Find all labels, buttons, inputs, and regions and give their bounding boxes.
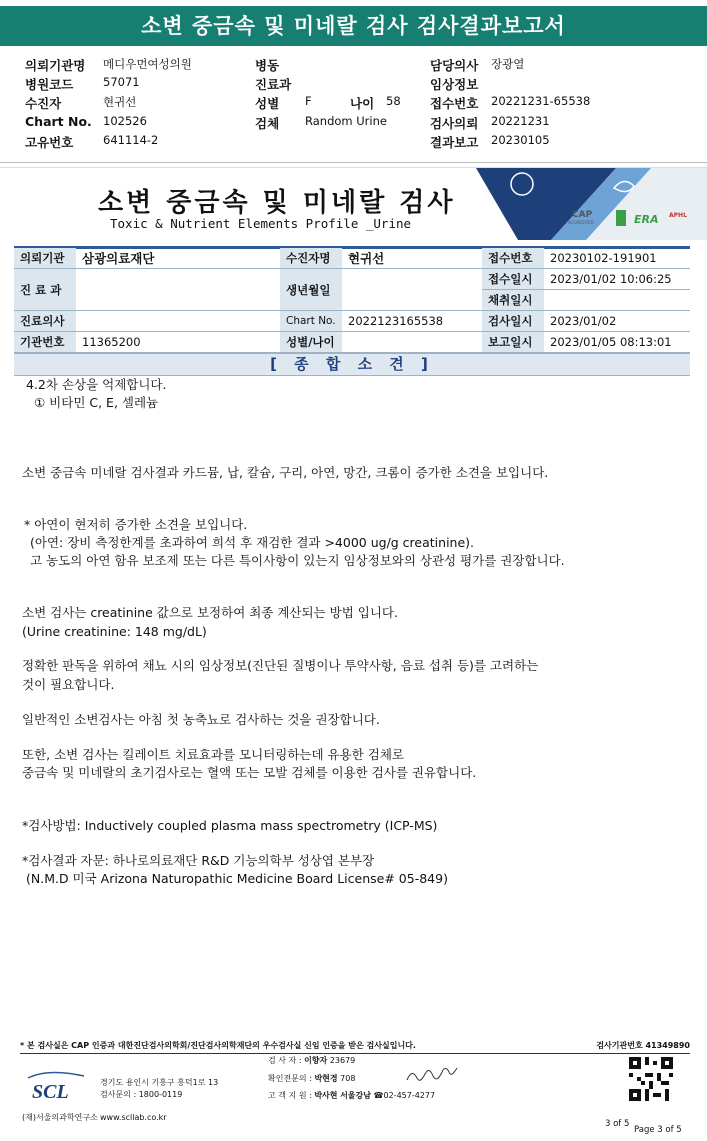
test-date-label: 검사일시 (482, 311, 544, 332)
scl-logo (26, 1070, 88, 1104)
summary-line: (아연: 장비 측정한계를 초과하여 희석 후 재검한 결과 >4000 ug/g creatinine). (30, 535, 475, 550)
inst-label: 의뢰기관 (14, 248, 76, 269)
signature (404, 1066, 460, 1088)
test-date-value: 2023/01/02 (544, 311, 690, 332)
report-title: 소변 중금속 및 미네랄 검사 (98, 188, 456, 218)
support-name: 박사현 (314, 1091, 338, 1100)
support-region: 서울강남 (340, 1091, 371, 1100)
report-value: 20230105 (491, 133, 550, 147)
accreditation-note-text: * 본 검사실은 CAP 인증과 대한진단검사의학회/진단검사의학재단의 우수검사실 신임 인증을 받은 검사실입니다. (20, 1041, 416, 1050)
ward-label: 병동 (255, 58, 280, 73)
summary-line: (N.M.D 미국 Arizona Naturopathic Medicine Board License# 05-849) (26, 871, 448, 886)
qr-code (629, 1057, 673, 1101)
institution-label: 의뢰기관명 (25, 58, 86, 73)
summary-line: *검사결과 자문: 하나로의료재단 R&D 기능의학부 성상엽 본부장 (22, 853, 375, 868)
patient-value: 현귀선 (103, 95, 137, 109)
agency-code: 검사기관번호 41349890 (596, 1041, 690, 1050)
institution-value: 메디우먼여성의원 (103, 57, 192, 71)
summary-line: 정확한 판독을 위하여 채뇨 시의 임상정보(진단된 질병이나 투약사항, 음료 섭취 등)를 고려하는 (22, 658, 539, 673)
summary-line: 또한, 소변 검사는 킬레이트 치료효과를 모니터링하는데 유용한 검체로 (22, 747, 404, 762)
summary-line: 것이 필요합니다. (22, 677, 115, 692)
hospital-code-value: 57071 (103, 75, 140, 89)
chart-value: 102526 (103, 114, 147, 128)
sex-label: 성별 (255, 96, 280, 111)
specimen-label: 검체 (255, 116, 280, 131)
age-value: 58 (386, 94, 401, 108)
lab-report-page (0, 168, 707, 1141)
specimen-value: Random Urine (305, 114, 387, 128)
summary-line: (Urine creatinine: 148 mg/dL) (22, 624, 207, 639)
hospital-code-label: 병원코드 (25, 77, 74, 92)
tester-no: 23679 (329, 1056, 356, 1065)
receipt-no-value: 20230102-191901 (544, 248, 690, 269)
summary-heading: [ 종 합 소 견 ] (14, 353, 690, 376)
summary-line: * 아연이 현저히 증가한 소견을 보입니다. (24, 517, 248, 532)
summary-line: 고 농도의 아연 함유 보조제 또는 다른 특이사항이 있는지 임상정보와의 상관성 평가를 권장합니다. (30, 553, 565, 568)
receipt-value: 20221231-65538 (491, 94, 591, 108)
receipt-label: 접수번호 (430, 96, 479, 111)
confirm-no: 708 (340, 1074, 356, 1083)
doctor-label: 담당의사 (430, 58, 479, 73)
summary-line: 일반적인 소변검사는 아침 첫 농축뇨로 검사하는 것을 권장합니다. (22, 712, 380, 727)
request-label: 검사의뢰 (430, 116, 479, 131)
dept-label: 진 료 과 (14, 269, 76, 311)
page-number-inner: Page 3 of 5 (634, 1125, 682, 1135)
sex-age-value (342, 332, 482, 353)
accreditation-note (20, 1040, 690, 1054)
summary-line: 중금속 및 미네랄의 초기검사로는 혈액 또는 모발 검체를 이용한 검사를 권유합니다. (22, 765, 477, 780)
lab-website[interactable]: www.scllab.co.kr (100, 1113, 167, 1122)
summary-line: *검사방법: Inductively coupled plasma mass spectrometry (ICP-MS) (22, 818, 438, 833)
ref-doctor-label: 진료의사 (14, 311, 76, 332)
tester-label: 검 사 자 : (268, 1056, 302, 1065)
support-row (268, 1090, 435, 1102)
dept-label: 진료과 (255, 77, 292, 92)
doctor-value: 장광열 (491, 57, 525, 71)
lab-address: 경기도 용인시 기흥구 흥덕1로 13 (100, 1078, 219, 1087)
confirm-name: 박현경 (314, 1074, 338, 1083)
patient-header (0, 52, 707, 162)
summary-line: 소변 중금속 미네랄 검사결과 카드뮴, 납, 칼슘, 구리, 아연, 망간, 크롬이 증가한 소견을 보입니다. (22, 465, 549, 480)
cap-logo: CAP (572, 210, 593, 220)
receipt-no-label: 접수번호 (482, 248, 544, 269)
chart-no-label: Chart No. (280, 311, 342, 332)
patient-label: 수진자 (25, 96, 62, 111)
patient-name-label: 수진자명 (280, 248, 342, 269)
report-time-value: 2023/01/05 08:13:01 (544, 332, 690, 353)
confirm-label: 확인전문의 : (268, 1074, 312, 1083)
accreditation-logo-panel (476, 168, 707, 240)
chart-label: Chart No. (25, 114, 92, 129)
ref-doctor-value (76, 311, 280, 332)
lab-footer (20, 1040, 690, 1135)
summary-line: 소변 검사는 creatinine 값으로 보정하여 최종 계산되는 방법 입니다. (22, 605, 398, 620)
report-label: 결과보고 (430, 135, 479, 150)
inst-code-value: 11365200 (76, 332, 280, 353)
birth-value (342, 269, 482, 311)
recv-time-value: 2023/01/02 10:06:25 (544, 269, 690, 290)
report-subtitle: Toxic & Nutrient Elements Profile _Urine (110, 216, 412, 231)
support-label: 고 객 지 원 : (268, 1091, 312, 1100)
id-label: 고유번호 (25, 135, 74, 150)
patient-info-table (14, 248, 690, 353)
aphl-logo: APHL (669, 212, 687, 219)
birth-label: 생년월일 (280, 269, 342, 311)
collect-time-value (544, 290, 690, 311)
cap-logo-sub: ACCREDITED (568, 220, 594, 225)
tester-name: 이향자 (304, 1056, 328, 1065)
lm-logo (616, 210, 626, 226)
report-time-label: 보고일시 (482, 332, 544, 353)
inst-code-label: 기관번호 (14, 332, 76, 353)
tester-row (268, 1055, 355, 1067)
svg-text:SCL: SCL (32, 1081, 69, 1103)
confirm-row (268, 1073, 355, 1085)
page-number-outer: 3 of 5 (605, 1119, 630, 1129)
summary-line: ① 비타민 C, E, 셀레늄 (34, 395, 159, 410)
id-value: 641114-2 (103, 133, 159, 147)
lab-name: (재)서울의과학연구소 (22, 1113, 98, 1122)
era-logo: ERA (634, 213, 659, 226)
collect-time-label: 채취일시 (482, 290, 544, 311)
clinical-label: 임상정보 (430, 77, 479, 92)
chart-no-value: 2022123165538 (342, 311, 482, 332)
lab-inquiry: 검사문의 : 1800-0119 (100, 1090, 183, 1099)
sex-value: F (305, 94, 312, 108)
sex-age-label: 성별/나이 (280, 332, 342, 353)
request-value: 20221231 (491, 114, 550, 128)
summary-line: 4.2차 손상을 억제합니다. (26, 377, 167, 392)
dept-value (76, 269, 280, 311)
report-title-bar: 소변 중금속 및 미네랄 검사 검사결과보고서 (0, 6, 707, 46)
age-label: 나이 (350, 96, 375, 111)
inst-value: 삼광의료재단 (76, 248, 280, 269)
recv-time-label: 접수일시 (482, 269, 544, 290)
support-tel: ☎02-457-4277 (373, 1091, 436, 1100)
patient-name-value: 현귀선 (342, 248, 482, 269)
